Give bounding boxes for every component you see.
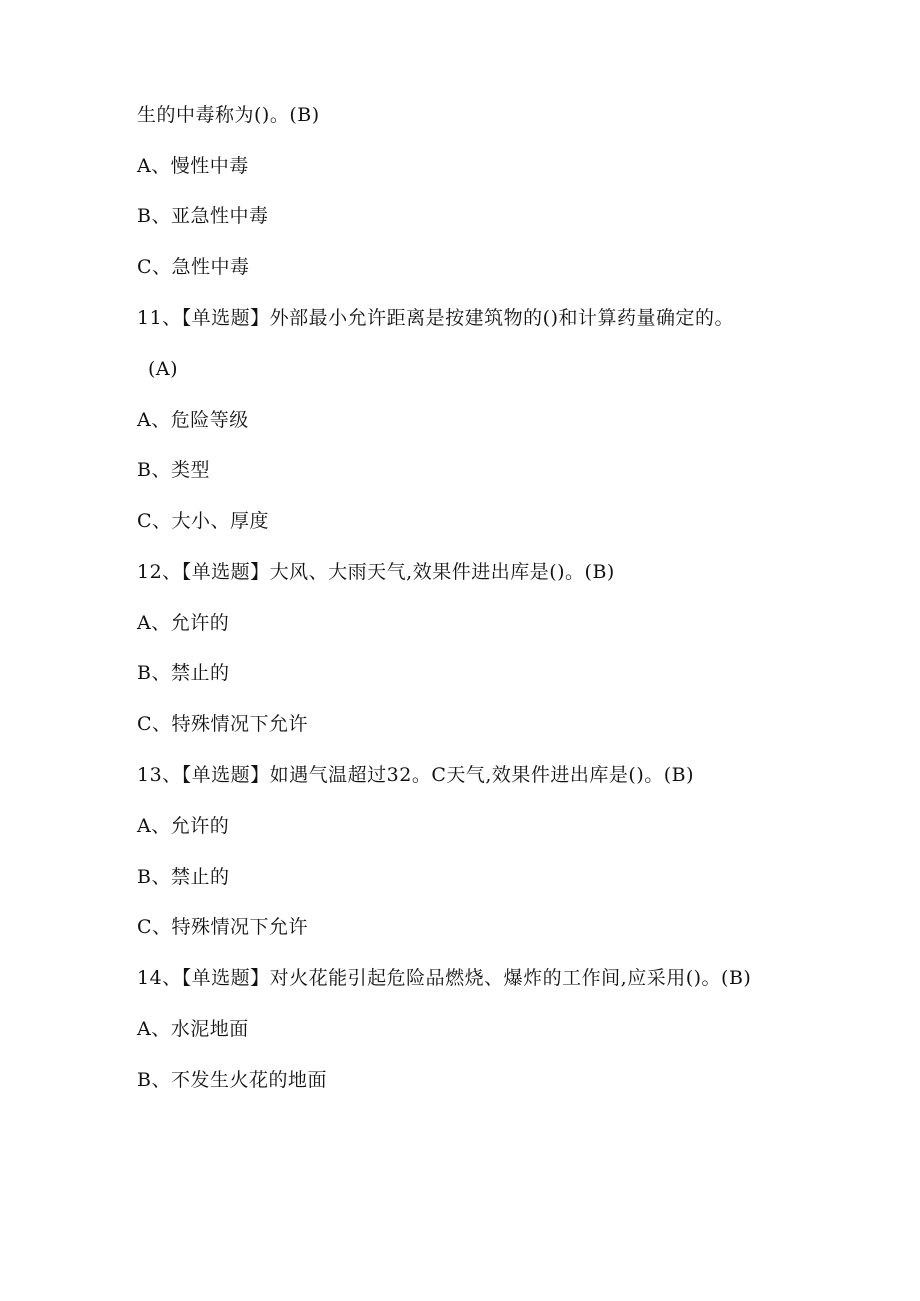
q11-option-a: A、危险等级 [137,409,249,431]
question-10-continuation: 生的中毒称为()。(B) [137,104,320,126]
q14-option-b: B、不发生火花的地面 [137,1069,327,1091]
q10-option-c: C、急性中毒 [137,256,250,278]
question-11: 11、【单选题】外部最小允许距离是按建筑物的()和计算药量确定的。 [137,307,735,329]
q10-option-a: A、慢性中毒 [137,155,249,177]
q13-option-c: C、特殊情况下允许 [137,916,309,938]
q10-option-b: B、亚急性中毒 [137,205,269,227]
q12-option-c: C、特殊情况下允许 [137,713,309,735]
q13-option-a: A、允许的 [137,815,230,837]
question-11-answer: (A) [148,358,179,380]
q11-option-b: B、类型 [137,459,210,481]
q11-option-c: C、大小、厚度 [137,510,270,532]
question-12: 12、【单选题】大风、大雨天气,效果件进出库是()。(B) [137,561,615,583]
question-13: 13、【单选题】如遇气温超过32。C天气,效果件进出库是()。(B) [137,764,695,786]
q13-option-b: B、禁止的 [137,866,230,888]
q14-option-a: A、水泥地面 [137,1018,249,1040]
q12-option-b: B、禁止的 [137,662,230,684]
question-14: 14、【单选题】对火花能引起危险品燃烧、爆炸的工作间,应采用()。(B) [137,967,752,989]
q12-option-a: A、允许的 [137,612,230,634]
